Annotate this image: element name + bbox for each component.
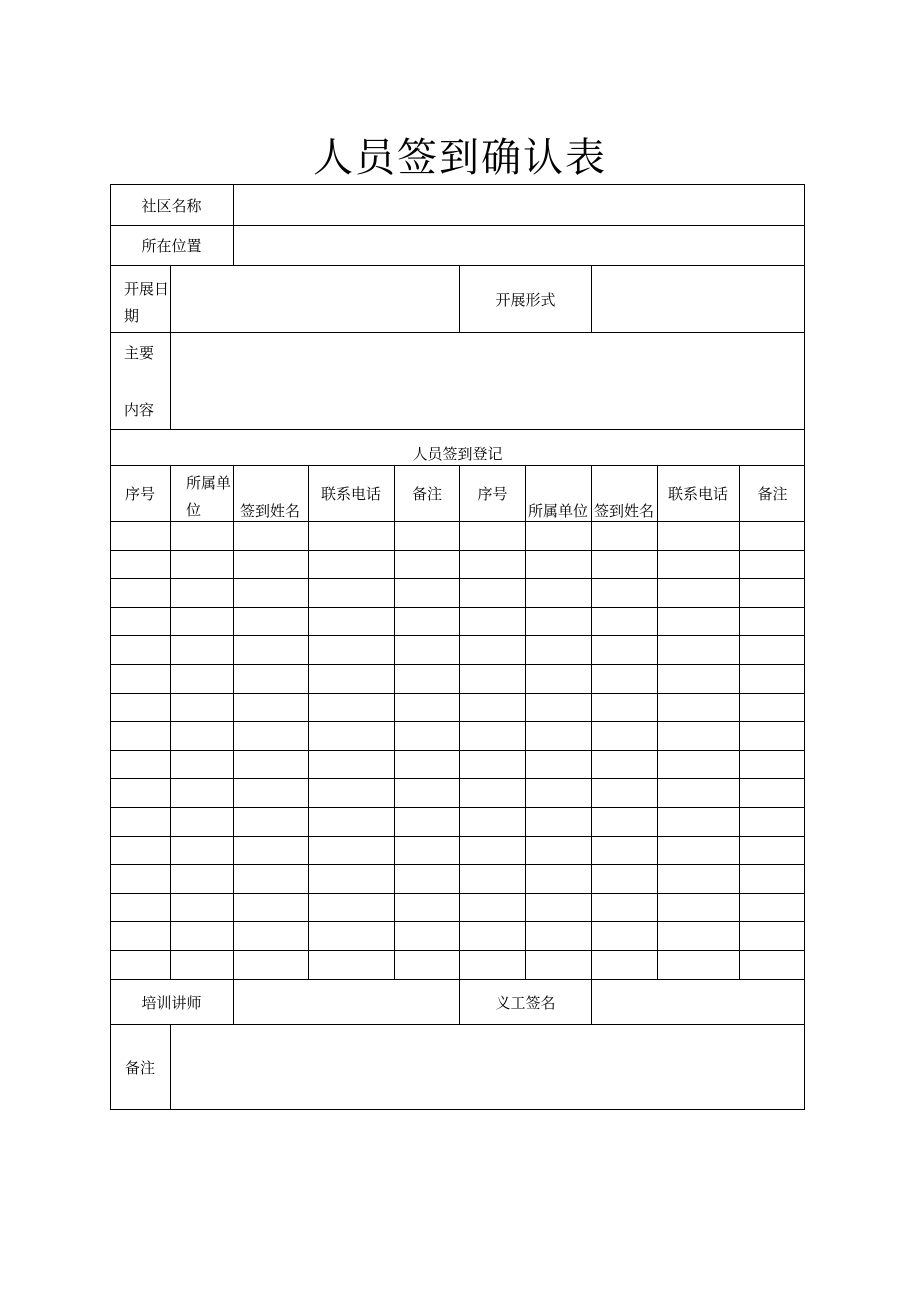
signin-cell[interactable] — [234, 751, 308, 779]
signin-cell[interactable] — [592, 551, 657, 579]
signin-cell[interactable] — [526, 751, 591, 779]
header-seq-2: 序号 — [477, 485, 508, 503]
signin-cell[interactable] — [234, 551, 308, 579]
signin-cell[interactable] — [309, 636, 394, 664]
signin-cell[interactable] — [460, 951, 525, 979]
signin-cell[interactable] — [740, 837, 805, 865]
signin-cell[interactable] — [171, 722, 233, 750]
signin-cell[interactable] — [309, 665, 394, 693]
signin-cell[interactable] — [460, 522, 525, 550]
header-phone: 联系电话 — [320, 485, 381, 503]
signin-cell[interactable] — [592, 579, 657, 607]
signin-cell[interactable] — [526, 608, 591, 636]
signin-cell[interactable] — [460, 579, 525, 607]
signin-cell[interactable] — [526, 808, 591, 836]
date-label-line2: 期 — [124, 307, 140, 325]
signin-cell[interactable] — [592, 665, 657, 693]
signin-cell[interactable] — [740, 665, 805, 693]
signin-cell[interactable] — [526, 865, 591, 893]
remark-field[interactable] — [171, 1025, 804, 1110]
signin-cell[interactable] — [740, 808, 805, 836]
signin-cell[interactable] — [460, 694, 525, 722]
signin-cell[interactable] — [395, 751, 459, 779]
signin-cell[interactable] — [658, 636, 739, 664]
trainer-label: 培训讲师 — [141, 993, 202, 1012]
header-unit-2: 所属单位 — [528, 502, 589, 520]
signin-cell[interactable] — [309, 694, 394, 722]
signin-cell[interactable] — [740, 751, 805, 779]
signin-cell[interactable] — [111, 522, 170, 550]
header-seq: 序号 — [124, 485, 155, 503]
signin-cell[interactable] — [309, 922, 394, 950]
signin-cell[interactable] — [460, 665, 525, 693]
signin-cell[interactable] — [526, 722, 591, 750]
signin-cell[interactable] — [460, 722, 525, 750]
header-name: 签到姓名 — [240, 502, 301, 520]
signin-cell[interactable] — [395, 894, 459, 922]
signin-cell[interactable] — [740, 694, 805, 722]
signin-cell[interactable] — [526, 779, 591, 807]
signin-cell[interactable] — [460, 608, 525, 636]
signin-cell[interactable] — [526, 837, 591, 865]
signin-cell[interactable] — [740, 951, 805, 979]
signin-cell[interactable] — [658, 665, 739, 693]
signin-cell[interactable] — [658, 751, 739, 779]
volunteer-signature-field[interactable] — [592, 980, 804, 1024]
signin-cell[interactable] — [309, 894, 394, 922]
signin-cell[interactable] — [309, 779, 394, 807]
volunteer-label: 义工签名 — [495, 993, 556, 1012]
signin-cell[interactable] — [234, 837, 308, 865]
signin-cell[interactable] — [592, 837, 657, 865]
signin-cell[interactable] — [171, 665, 233, 693]
signin-cell[interactable] — [234, 922, 308, 950]
signin-cell[interactable] — [395, 636, 459, 664]
header-unit-line2: 位 — [186, 501, 202, 519]
signin-cell[interactable] — [395, 579, 459, 607]
signin-cell[interactable] — [111, 922, 170, 950]
signin-cell[interactable] — [526, 522, 591, 550]
signin-cell[interactable] — [234, 608, 308, 636]
signin-cell[interactable] — [234, 722, 308, 750]
row-divider — [110, 429, 805, 430]
signin-cell[interactable] — [234, 894, 308, 922]
header-phone-2: 联系电话 — [667, 485, 728, 503]
signin-cell[interactable] — [234, 694, 308, 722]
signin-cell[interactable] — [234, 865, 308, 893]
signin-cell[interactable] — [592, 722, 657, 750]
signin-cell[interactable] — [309, 608, 394, 636]
signin-cell[interactable] — [309, 837, 394, 865]
signin-cell[interactable] — [111, 808, 170, 836]
signin-cell[interactable] — [658, 951, 739, 979]
signin-cell[interactable] — [234, 522, 308, 550]
signin-cell[interactable] — [740, 636, 805, 664]
date-field[interactable] — [171, 266, 459, 332]
signin-cell[interactable] — [171, 751, 233, 779]
signin-cell[interactable] — [658, 894, 739, 922]
signin-cell[interactable] — [526, 636, 591, 664]
signin-cell[interactable] — [171, 522, 233, 550]
signin-cell[interactable] — [111, 951, 170, 979]
signin-cell[interactable] — [171, 636, 233, 664]
signin-cell[interactable] — [171, 922, 233, 950]
signin-cell[interactable] — [658, 808, 739, 836]
header-unit-line1: 所属单 — [186, 474, 232, 492]
signin-cell[interactable] — [395, 551, 459, 579]
signin-cell[interactable] — [740, 522, 805, 550]
signin-cell[interactable] — [592, 522, 657, 550]
signin-cell[interactable] — [171, 779, 233, 807]
location-field[interactable] — [234, 226, 804, 265]
signin-cell[interactable] — [658, 722, 739, 750]
format-label: 开展形式 — [495, 290, 556, 309]
signin-cell[interactable] — [111, 608, 170, 636]
signin-cell[interactable] — [526, 894, 591, 922]
signin-cell[interactable] — [395, 922, 459, 950]
format-field[interactable] — [592, 266, 804, 332]
signin-cell[interactable] — [309, 951, 394, 979]
signin-cell[interactable] — [171, 894, 233, 922]
signin-cell[interactable] — [395, 722, 459, 750]
signin-cell[interactable] — [111, 865, 170, 893]
signin-cell[interactable] — [658, 522, 739, 550]
signin-cell[interactable] — [460, 894, 525, 922]
signin-cell[interactable] — [111, 779, 170, 807]
signin-cell[interactable] — [234, 808, 308, 836]
signin-cell[interactable] — [309, 522, 394, 550]
signin-cell[interactable] — [171, 608, 233, 636]
signin-cell[interactable] — [309, 551, 394, 579]
signin-cell[interactable] — [111, 722, 170, 750]
signin-cell[interactable] — [234, 579, 308, 607]
signin-cell[interactable] — [592, 865, 657, 893]
signin-section-title: 人员签到登记 — [412, 444, 503, 463]
signin-cell[interactable] — [526, 694, 591, 722]
signin-cell[interactable] — [460, 837, 525, 865]
signin-cell[interactable] — [658, 837, 739, 865]
signin-cell[interactable] — [658, 608, 739, 636]
signin-cell[interactable] — [111, 579, 170, 607]
content-field[interactable] — [171, 333, 804, 429]
signin-cell[interactable] — [460, 779, 525, 807]
remark-label: 备注 — [124, 1059, 155, 1077]
header-remark-2: 备注 — [757, 485, 788, 503]
signin-cell[interactable] — [658, 551, 739, 579]
signin-cell[interactable] — [234, 636, 308, 664]
signin-cell[interactable] — [526, 951, 591, 979]
signin-cell[interactable] — [309, 808, 394, 836]
signin-cell[interactable] — [740, 922, 805, 950]
header-name-2: 签到姓名 — [594, 502, 655, 520]
signin-cell[interactable] — [171, 808, 233, 836]
signin-cell[interactable] — [171, 579, 233, 607]
signin-cell[interactable] — [740, 865, 805, 893]
community-name-label: 社区名称 — [141, 196, 202, 215]
signin-cell[interactable] — [395, 694, 459, 722]
signin-cell[interactable] — [111, 894, 170, 922]
signin-cell[interactable] — [395, 808, 459, 836]
signin-cell[interactable] — [740, 779, 805, 807]
date-label-line1: 开展日 — [124, 280, 170, 298]
location-label: 所在位置 — [141, 237, 202, 255]
signin-cell[interactable] — [658, 579, 739, 607]
signin-cell[interactable] — [234, 779, 308, 807]
signin-cell[interactable] — [592, 894, 657, 922]
signin-cell[interactable] — [460, 922, 525, 950]
signin-cell[interactable] — [592, 779, 657, 807]
signin-cell[interactable] — [526, 922, 591, 950]
signin-cell[interactable] — [395, 837, 459, 865]
signin-cell[interactable] — [592, 808, 657, 836]
signin-cell[interactable] — [460, 865, 525, 893]
content-label-line1: 主要 — [124, 344, 155, 362]
signin-cell[interactable] — [395, 665, 459, 693]
signin-cell[interactable] — [740, 722, 805, 750]
signin-cell[interactable] — [309, 579, 394, 607]
signin-cell[interactable] — [309, 722, 394, 750]
signin-cell[interactable] — [526, 665, 591, 693]
signin-cell[interactable] — [526, 551, 591, 579]
community-name-field[interactable] — [234, 185, 804, 225]
signin-cell[interactable] — [658, 922, 739, 950]
signin-cell[interactable] — [111, 665, 170, 693]
signin-cell[interactable] — [592, 951, 657, 979]
signin-cell[interactable] — [740, 579, 805, 607]
signin-cell[interactable] — [309, 865, 394, 893]
signin-cell[interactable] — [395, 951, 459, 979]
signin-cell[interactable] — [395, 865, 459, 893]
page-title: 人员签到确认表 — [313, 135, 607, 181]
signin-cell[interactable] — [171, 551, 233, 579]
signin-cell[interactable] — [395, 522, 459, 550]
header-remark: 备注 — [411, 485, 442, 503]
signin-cell[interactable] — [234, 665, 308, 693]
signin-cell[interactable] — [526, 579, 591, 607]
signin-cell[interactable] — [592, 922, 657, 950]
signin-cell[interactable] — [395, 779, 459, 807]
signin-cell[interactable] — [460, 808, 525, 836]
signin-cell[interactable] — [658, 694, 739, 722]
signin-cell[interactable] — [592, 636, 657, 664]
signin-cell[interactable] — [171, 951, 233, 979]
signin-cell[interactable] — [460, 636, 525, 664]
signin-cell[interactable] — [460, 551, 525, 579]
signin-cell[interactable] — [395, 608, 459, 636]
signin-cell[interactable] — [171, 865, 233, 893]
signin-cell[interactable] — [740, 894, 805, 922]
signin-cell[interactable] — [740, 608, 805, 636]
signin-cell[interactable] — [111, 751, 170, 779]
signin-cell[interactable] — [740, 551, 805, 579]
signin-cell[interactable] — [460, 751, 525, 779]
content-label-line2: 内容 — [124, 401, 155, 419]
signin-cell[interactable] — [234, 951, 308, 979]
signin-cell[interactable] — [658, 779, 739, 807]
signin-cell[interactable] — [592, 694, 657, 722]
signin-cell[interactable] — [111, 551, 170, 579]
signin-cell[interactable] — [592, 751, 657, 779]
signin-cell[interactable] — [171, 694, 233, 722]
signin-cell[interactable] — [111, 636, 170, 664]
trainer-field[interactable] — [234, 980, 459, 1024]
signin-cell[interactable] — [592, 608, 657, 636]
signin-cell[interactable] — [309, 751, 394, 779]
signin-cell[interactable] — [111, 694, 170, 722]
signin-cell[interactable] — [171, 837, 233, 865]
signin-cell[interactable] — [658, 865, 739, 893]
signin-cell[interactable] — [111, 837, 170, 865]
